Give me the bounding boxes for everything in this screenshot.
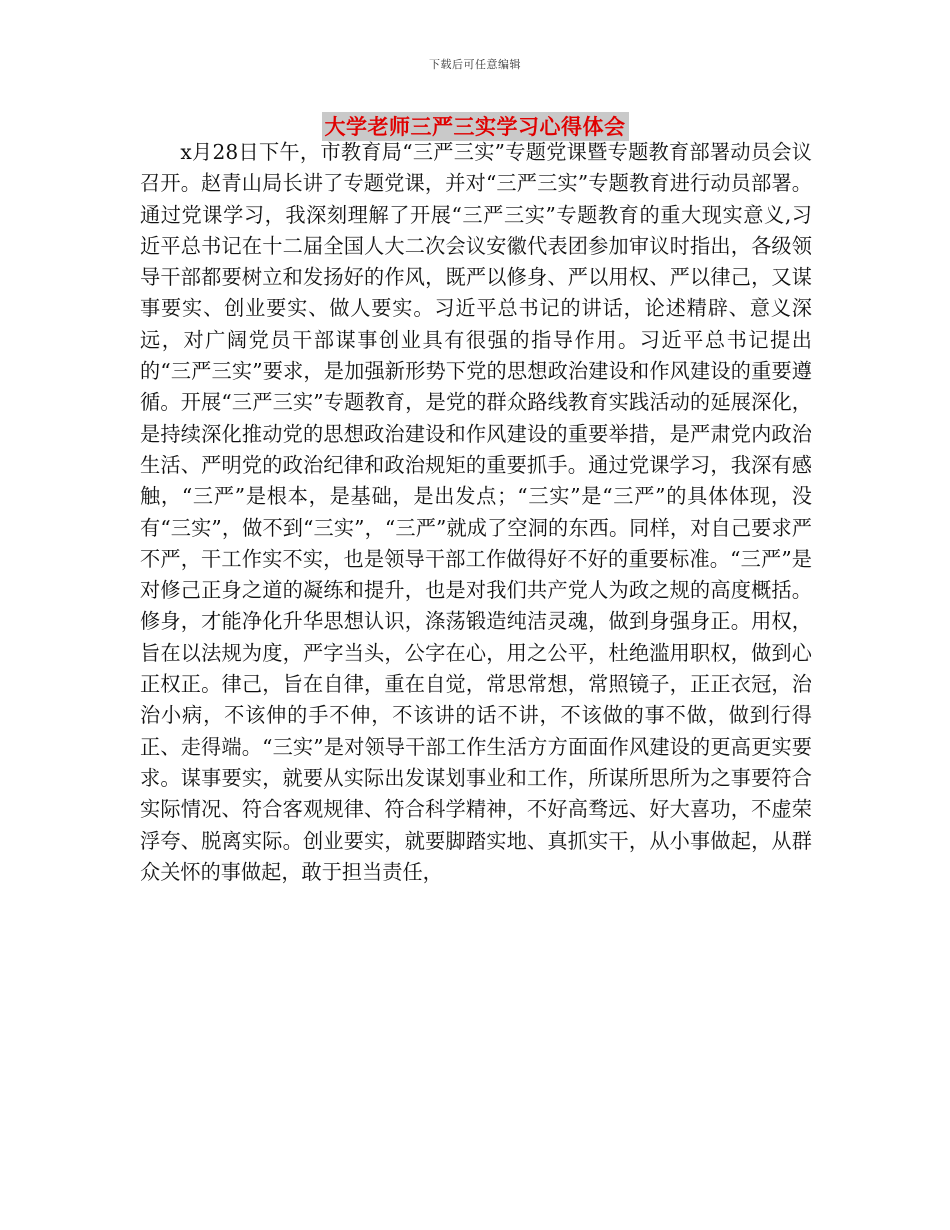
header-note: 下载后可任意编辑 <box>429 58 521 71</box>
document-body-paragraph: x月28日下午，市教育局“三严三实”专题党课暨专题教育部署动员会议召开。赵青山局长讲了专题党课，并对“三严三实”专题教育进行动员部署。通过党课学习，我深刻理解了开展“三严三实”专题教育的重大现实意义,习近平总书记在十二届全国人大二次会议安徽代表团参加审议时指出，各级领导干部都要树立和发扬好的作风，既严以修身、严以用权、严以律己，又谋事要实、创业要实、做人要实。习近平总书记的讲话，论述精辟、意义深远，对广阔党员干部谋事创业具有很强的指导作用。习近平总书记提出的“三严三实”要求，是加强新形势下党的思想政治建设和作风建设的重要遵循。开展“三严三实”专题教育，是党的群众路线教育实践活动的延展深化，是持续深化推动党的思想政治建设和作风建设的重要举措，是严肃党内政治生活、严明党的政治纪律和政治规矩的重要抓手。通过党课学习，我深有感触，“三严”是根本，是基础，是出发点；“三实”是“三严”的具体体现，没有“三实”，做不到“三实”，“三严”就成了空洞的东西。同样，对自己要求严不严，干工作实不实，也是领导干部工作做得好不好的重要标准。“三严”是对修己正身之道的凝练和提升，也是对我们共产党人为政之规的高度概括。修身，才能净化升华思想认识，涤荡锻造纯洁灵魂，做到身强身正。用权，旨在以法规为度，严字当头，公字在心，用之公平，杜绝滥用职权，做到心正权正。律己，旨在自律，重在自觉，常思常想，常照镜子，正正衣冠，治治小病，不该伸的手不伸，不该讲的话不讲，不该做的事不做，做到行得正、走得端。“三实”是对领导干部工作生活方方面面作风建设的更高更实要求。谋事要实，就要从实际出发谋划事业和工作，所谋所思所为之事要符合实际情况、符合客观规律、符合科学精神，不好高骛远、好大喜功，不虚荣浮夸、脱离实际。创业要实，就要脚踏实地、真抓实干，从小事做起，从群众关怀的事做起，敢于担当责任， <box>140 140 812 884</box>
document-title: 大学老师三严三实学习心得体会 <box>322 112 629 141</box>
